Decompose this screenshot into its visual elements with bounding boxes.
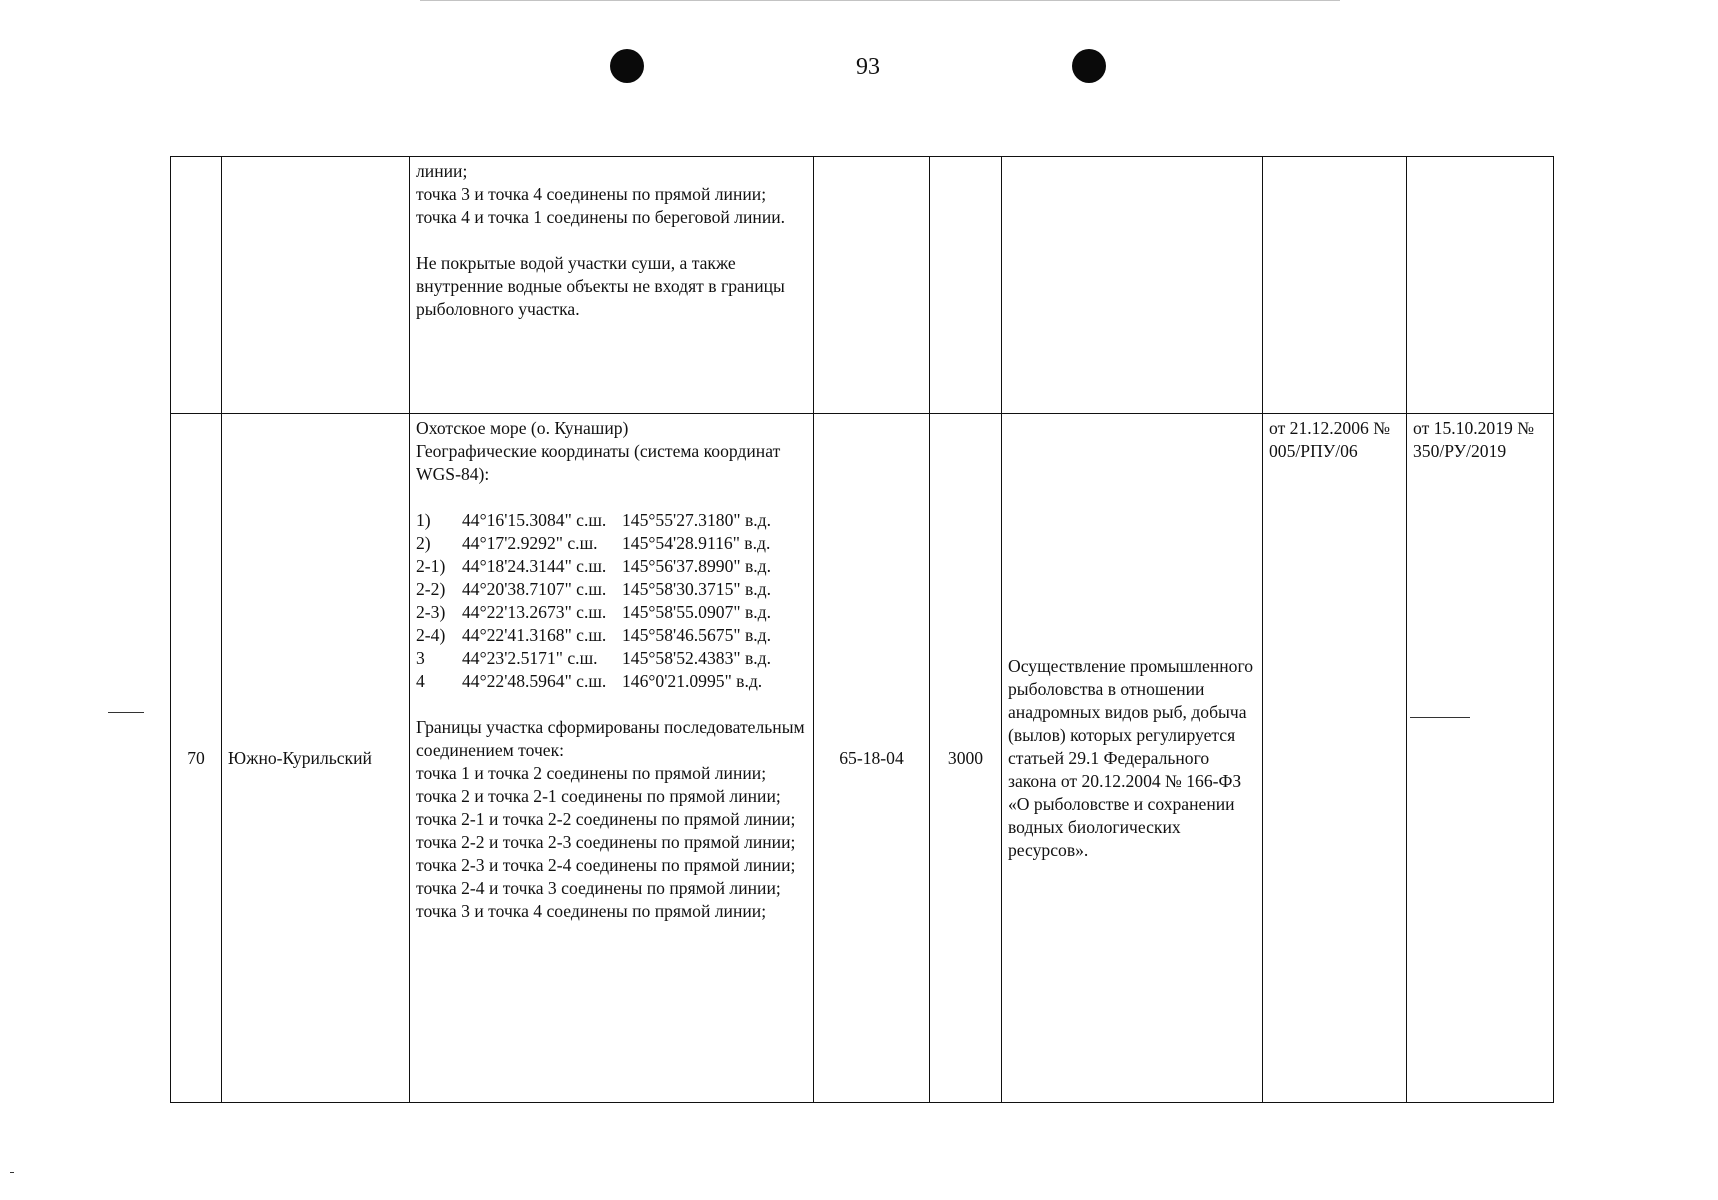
coordinate-row: 3 44°23'2.5171" с.ш. 145°58'52.4383" в.д. [416,648,772,668]
page-number: 93 [856,54,880,80]
boundary-line: точка 2-3 и точка 2-4 соединены по прямой линии; [416,855,796,875]
fishing-area-table [170,156,1554,1103]
coordinate-system: Географические координаты (система координат WGS-84): [416,441,781,484]
cell-decision-2 [1407,157,1554,414]
boundary-line: точка 4 и точка 1 соединены по береговой линии. [416,207,786,227]
punch-hole-right [1072,49,1106,83]
table-row-continued [171,157,1554,414]
decision-1: от 21.12.2006 № 005/РПУ/06 [1263,414,1407,1103]
usage-purpose: Осуществление промышленного рыболовства в отношении анадромных видов рыб, добыча (вылов) которых регулируется статьей 29.1 Федерального закона от 20.12.2004 № 166-ФЗ «О рыболовстве и сохранении водных биологических ресурсов». [1002,414,1263,1103]
boundary-line: точка 2-1 и точка 2-2 соединены по прямой линии; [416,809,796,829]
cell-description [410,414,814,1103]
cell-number [171,157,222,414]
coordinate-row: 4 44°22'48.5964" с.ш. 146°0'21.0995" в.д. [416,671,763,691]
boundary-line: точка 2 и точка 2-1 соединены по прямой линии; [416,786,781,806]
cell-name [222,157,410,414]
area-size: 3000 [930,414,1002,1103]
scan-speck [108,712,144,713]
boundary-line: точка 1 и точка 2 соединены по прямой линии; [416,763,767,783]
row-number: 70 [171,414,222,1103]
boundary-intro: Границы участка сформированы последовательным соединением точек: [416,717,805,760]
coordinate-list [416,509,807,693]
boundary-line: точка 3 и точка 4 соединены по прямой линии; [416,901,767,921]
table-row-70 [171,414,1554,1103]
scan-edge-line [420,0,1340,1]
area-name: Южно-Курильский [222,414,410,1103]
coordinate-row: 2-1) 44°18'24.3144" с.ш. 145°56'37.8990" в.д. [416,556,772,576]
coordinate-row: 2-2) 44°20'38.7107" с.ш. 145°58'30.3715" в.д. [416,579,772,599]
scan-speck [10,1172,14,1173]
boundary-line: точка 2-4 и точка 3 соединены по прямой линии; [416,878,781,898]
cell-purpose [1002,157,1263,414]
coordinate-row: 2-4) 44°22'41.3168" с.ш. 145°58'46.5675" в.д. [416,625,772,645]
cell-decision-1 [1263,157,1407,414]
decision-2: от 15.10.2019 № 350/РУ/2019 [1407,414,1554,1103]
cell-area [930,157,1002,414]
scan-speck [1410,717,1470,718]
exclusion-note: Не покрытые водой участки суши, а также внутренние водные объекты не входят в границы рыболовного участка. [416,253,785,319]
boundary-line: точка 3 и точка 4 соединены по прямой линии; [416,184,767,204]
coordinate-row: 1) 44°16'15.3084" с.ш. 145°55'27.3180" в.д. [416,510,772,530]
boundary-line: точка 2-2 и точка 2-3 соединены по прямой линии; [416,832,796,852]
location: Охотское море (о. Кунашир) [416,418,629,438]
boundary-line: линии; [416,161,468,181]
punch-hole-left [610,49,644,83]
cell-description [410,157,814,414]
coordinate-row: 2-3) 44°22'13.2673" с.ш. 145°58'55.0907" в.д. [416,602,772,622]
coordinate-row: 2) 44°17'2.9292" с.ш. 145°54'28.9116" в.д. [416,533,771,553]
area-code: 65-18-04 [814,414,930,1103]
cell-code [814,157,930,414]
